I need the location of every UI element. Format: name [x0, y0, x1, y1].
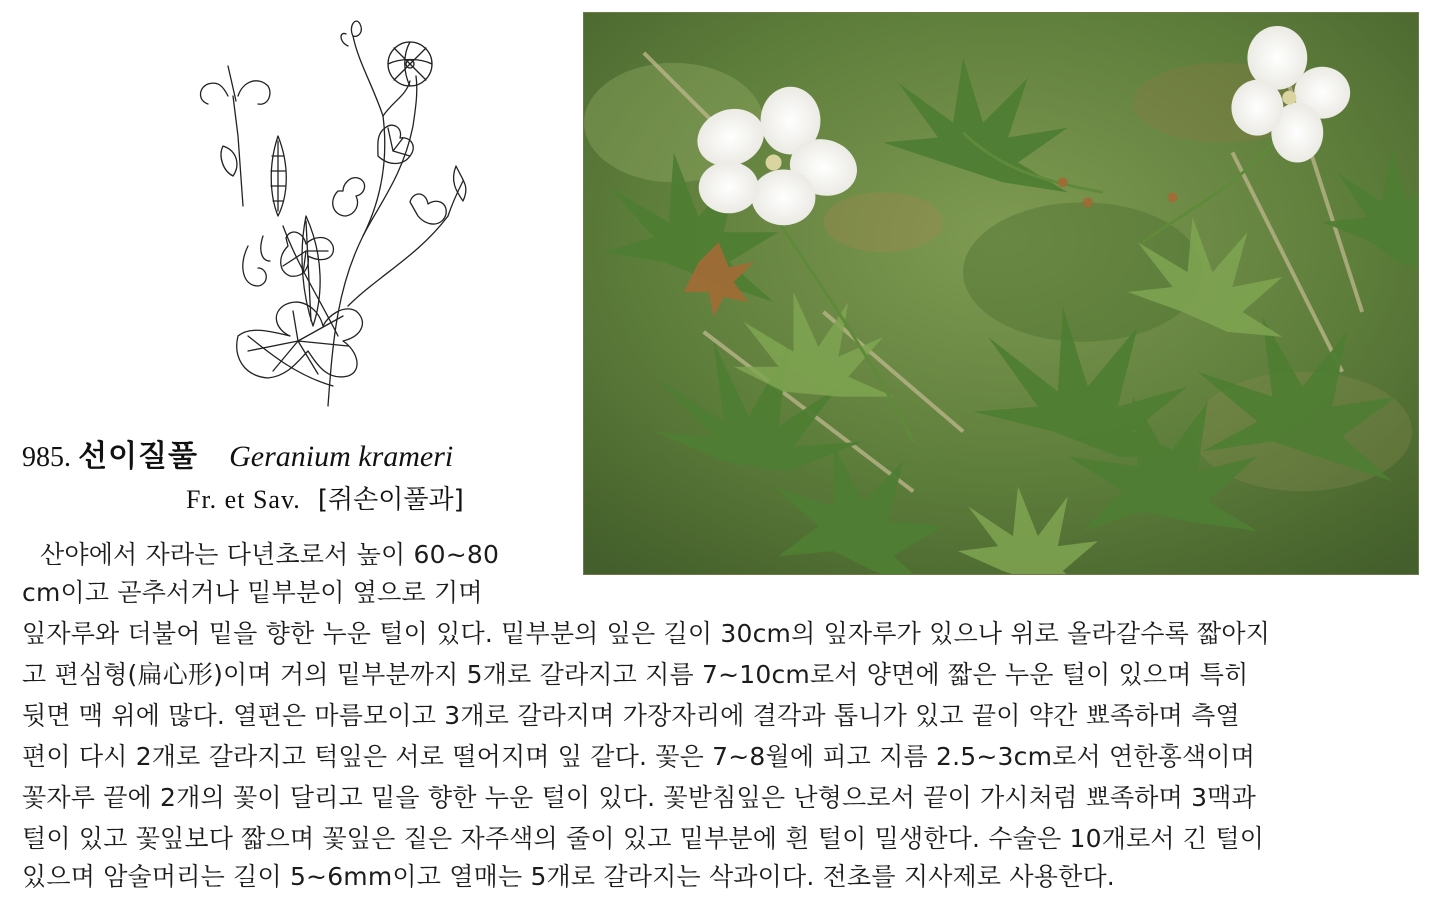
description-line: 편이 다시 2개로 갈라지고 턱잎은 서로 떨어지며 잎 같다. 꽃은 7~8월에 피고 지름 2.5~3cm로서 연한홍색이며 — [22, 742, 1256, 771]
description-line: 고 편심형(扁心形)이며 거의 밑부분까지 5개로 갈라지고 지름 7~10cm로서 양면에 짧은 누운 털이 있으며 특히 — [22, 660, 1249, 689]
plant-photograph — [583, 12, 1419, 575]
scientific-name: Geranium krameri — [229, 440, 454, 473]
entry-number: 985. — [22, 442, 71, 473]
description-line: 꽃자루 끝에 2개의 꽃이 달리고 밑을 향한 누운 털이 있다. 꽃받침잎은 난형으로서 끝이 가시처럼 뾰족하며 3맥과 — [22, 783, 1256, 812]
entry-subheading — [186, 480, 566, 520]
description-line: 산야에서 자라는 다년초로서 높이 60~80 — [40, 540, 500, 569]
botanical-illustration — [178, 6, 488, 416]
description-line: 털이 있고 꽃잎보다 짧으며 꽃잎은 짙은 자주색의 줄이 있고 밑부분에 흰 털이 밀생한다. 수술은 10개로서 긴 털이 — [22, 824, 1265, 853]
description-line: 잎자루와 더불어 밑을 향한 누운 털이 있다. 밑부분의 잎은 길이 30cm의 잎자루가 있으나 위로 올라갈수록 짧아지 — [22, 619, 1271, 648]
author-citation: Fr. et Sav. — [186, 485, 301, 514]
family-name: [쥐손이풀과] — [317, 485, 464, 515]
description-line: 있으며 암술머리는 길이 5~6mm이고 열매는 5개로 갈라지는 삭과이다. 전초를 지사제로 사용한다. — [22, 862, 1115, 891]
description-line: 뒷면 맥 위에 많다. 열편은 마름모이고 3개로 갈라지며 가장자리에 결각과 톱니가 있고 끝이 약간 뾰족하며 측열 — [22, 701, 1240, 730]
korean-name: 선이질풀 — [78, 439, 199, 474]
entry-heading — [22, 433, 582, 481]
description-line: cm이고 곧추서거나 밑부분이 옆으로 기며 — [22, 578, 483, 607]
